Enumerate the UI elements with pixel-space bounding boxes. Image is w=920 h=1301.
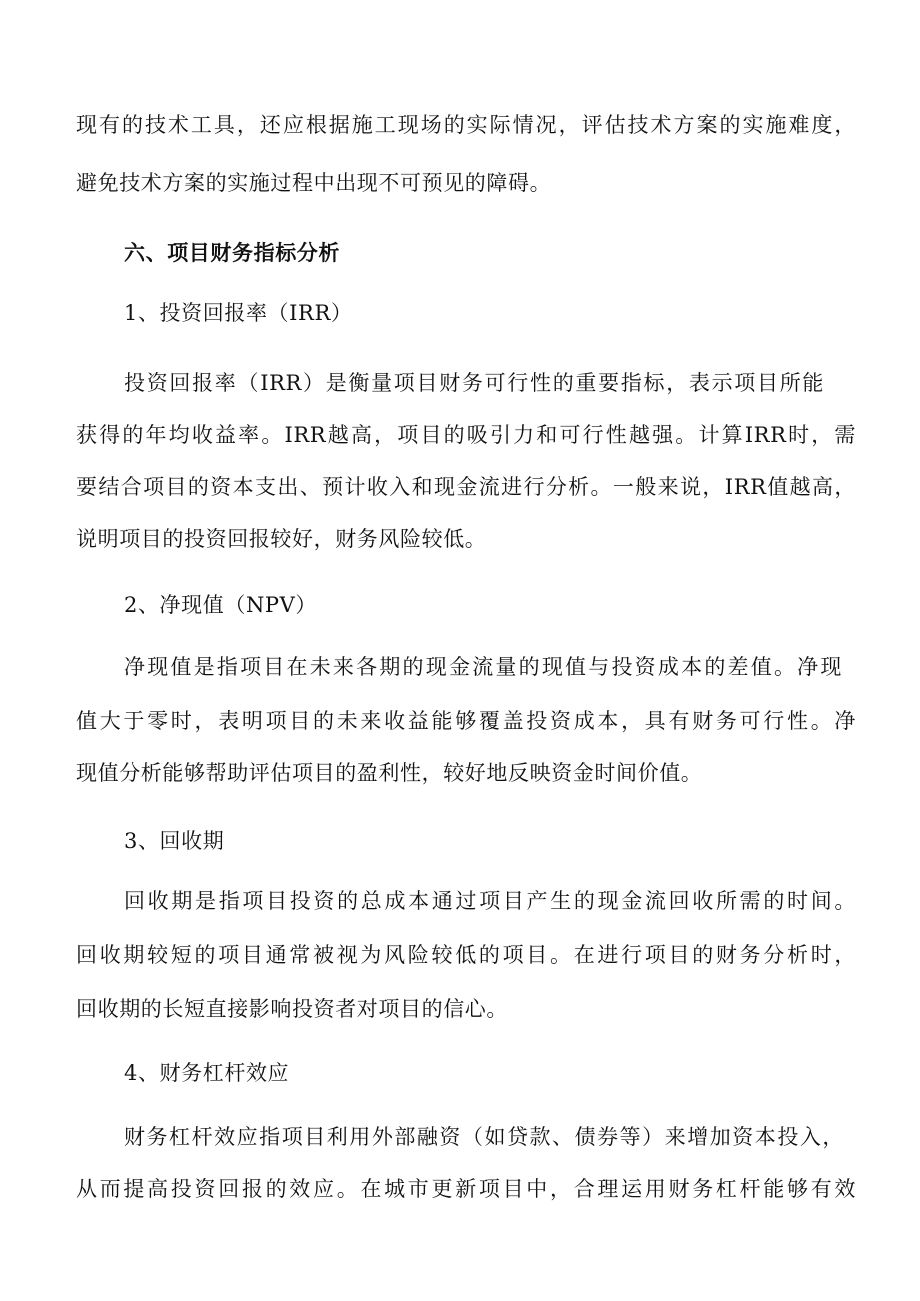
subsection-heading-payback: 3、回收期 [124,829,225,853]
paragraph-line: 要结合项目的资本支出、预计收入和现金流进行分析。一般来说，IRR值越高， [76,475,856,499]
paragraph-line: 回收期是指项目投资的总成本通过项目产生的现金流回收所需的时间。 [124,889,856,913]
paragraph-line: 从而提高投资回报的效应。在城市更新项目中，合理运用财务杠杆能够有效 [76,1177,856,1201]
subsection-heading-irr: 1、投资回报率（IRR） [124,301,353,325]
paragraph-line: 投资回报率（IRR）是衡量项目财务可行性的重要指标，表示项目所能 [124,371,824,395]
paragraph-line: 现有的技术工具，还应根据施工现场的实际情况，评估技术方案的实施难度， [76,113,856,137]
paragraph-line: 回收期的长短直接影响投资者对项目的信心。 [76,997,508,1021]
paragraph-line: 获得的年均收益率。IRR越高，项目的吸引力和可行性越强。计算IRR时，需 [76,423,856,447]
paragraph-line: 净现值是指项目在未来各期的现金流量的现值与投资成本的差值。净现 [124,655,842,679]
subsection-heading-leverage: 4、财务杠杆效应 [124,1061,290,1085]
paragraph-line: 现值分析能够帮助评估项目的盈利性，较好地反映资金时间价值。 [76,761,703,785]
paragraph-line: 回收期较短的项目通常被视为风险较低的项目。在进行项目的财务分析时， [76,943,856,967]
section-heading: 六、项目财务指标分析 [124,240,340,265]
paragraph-line: 财务杠杆效应指项目利用外部融资（如贷款、债券等）来增加资本投入， [124,1125,844,1149]
paragraph-line: 值大于零时，表明项目的未来收益能够覆盖投资成本，具有财务可行性。净 [76,709,856,733]
subsection-heading-npv: 2、净现值（NPV） [124,593,318,617]
paragraph-line: 说明项目的投资回报较好，财务风险较低。 [76,527,487,551]
paragraph-line: 避免技术方案的实施过程中出现不可预见的障碍。 [76,171,552,195]
